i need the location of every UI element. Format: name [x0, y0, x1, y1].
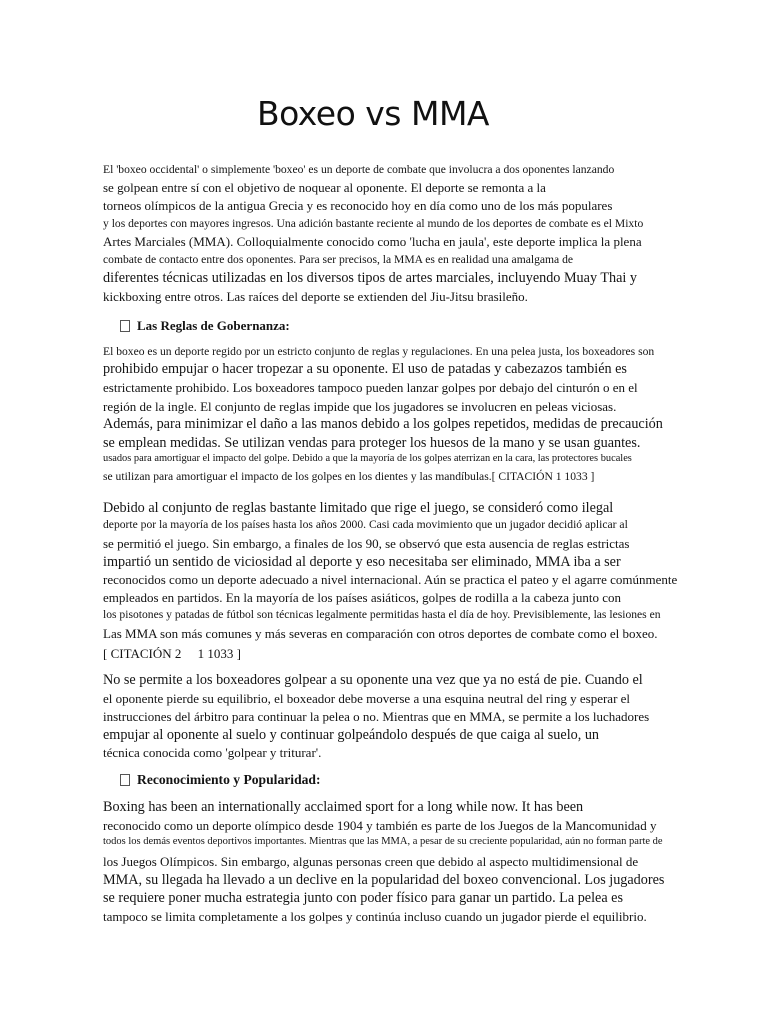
paragraph-line: Las MMA son más comunes y más severas en comparación con otros deportes de combate como el boxeo. — [103, 626, 658, 641]
paragraph-line: empleados en partidos. En la mayoría de los países asiáticos, golpes de rodilla a la cabeza junto con — [103, 590, 622, 605]
paragraph-line: Además, para minimizar el daño a las manos debido a los golpes repetidos, medidas de precaución — [103, 416, 663, 432]
paragraph-line: prohibido empujar o hacer tropezar a su oponente. El uso de patadas y cabezazos también es — [103, 361, 627, 377]
paragraph-line: El boxeo es un deporte regido por un estricto conjunto de reglas y regulaciones. En una pelea justa, los boxeadores son — [103, 345, 655, 358]
paragraph-line: los pisotones y patadas de fútbol son técnicas legalmente permitidas hasta el día de hoy. Previsiblemente, las lesiones en — [103, 608, 661, 621]
intro-line: se golpean entre sí con el objetivo de noquear al oponente. El deporte se remonta a la — [103, 180, 546, 195]
section-heading-text: Las Reglas de Gobernanza: — [137, 318, 290, 333]
paragraph-line: se requiere poner mucha estrategia junto con poder físico para ganar un partido. La pelea es — [103, 890, 623, 906]
section-heading-popularity — [120, 772, 321, 788]
bullet-box-icon — [120, 774, 130, 786]
paragraph-line: usados para amortiguar el impacto del golpe. Debido a que la mayoría de los golpes aterrizan en la cara, las protectores bucales — [103, 453, 632, 464]
paragraph-line: se permitió el juego. Sin embargo, a finales de los 90, se observó que esta ausencia de reglas estrictas — [103, 536, 630, 551]
paragraph-line: se utilizan para amortiguar el impacto de los golpes en los dientes y las mandíbulas.[ CITACIÓN 1 1033 ] — [103, 470, 595, 483]
paragraph-line: se emplean medidas. Se utilizan vendas para proteger los huesos de la mano y se usan guantes. — [103, 435, 641, 451]
intro-line: combate de contacto entre dos oponentes. Para ser precisos, la MMA es en realidad una amalgama de — [103, 253, 574, 266]
paragraph-line: estrictamente prohibido. Los boxeadores tampoco pueden lanzar golpes por debajo del cinturón o en el — [103, 380, 638, 395]
intro-line: diferentes técnicas utilizadas en los diversos tipos de artes marciales, incluyendo Muay Thai y — [103, 270, 637, 286]
paragraph-line: técnica conocida como 'golpear y triturar'. — [103, 745, 322, 760]
citation: [ CITACIÓN 2 1 1033 ] — [103, 646, 241, 661]
page-title: Boxeo vs MMA — [256, 94, 490, 133]
paragraph-line: reconocidos como un deporte adecuado a nivel internacional. Aún se practica el pateo y el agarre comúnmente — [103, 572, 678, 587]
section-heading-rules — [120, 318, 290, 334]
paragraph-line: No se permite a los boxeadores golpear a su oponente una vez que ya no está de pie. Cuando el — [103, 672, 643, 688]
intro-line: kickboxing entre otros. Las raíces del deporte se extienden del Jiu-Jitsu brasileño. — [103, 289, 528, 304]
section-heading-text: Reconocimiento y Popularidad: — [137, 772, 321, 787]
paragraph-line: tampoco se limita completamente a los golpes y continúa incluso cuando un jugador pierde el equilibrio. — [103, 909, 647, 924]
intro-line: El 'boxeo occidental' o simplemente 'boxeo' es un deporte de combate que involucra a dos oponentes lanzando — [103, 163, 615, 176]
bullet-box-icon — [120, 320, 130, 332]
paragraph-line: Boxing has been an internationally acclaimed sport for a long while now. It has been — [103, 799, 584, 815]
paragraph-line: empujar al oponente al suelo y continuar golpeándolo después de que caiga al suelo, un — [103, 727, 600, 743]
intro-line: Artes Marciales (MMA). Colloquialmente conocido como 'lucha en jaula', este deporte implica la plena — [103, 234, 642, 249]
paragraph-line: impartió un sentido de viciosidad al deporte y eso necesitaba ser eliminado, MMA iba a ser — [103, 554, 621, 570]
paragraph-line: Debido al conjunto de reglas bastante limitado que rige el juego, se consideró como ilegal — [103, 500, 614, 516]
paragraph-line: el oponente pierde su equilibrio, el boxeador debe moverse a una esquina neutral del ring y esperar el — [103, 691, 631, 706]
intro-line: torneos olímpicos de la antigua Grecia y es reconocido hoy en día como uno de los más populares — [103, 198, 613, 213]
paragraph-line: todos los demás eventos deportivos importantes. Mientras que las MMA, a pesar de su creciente popularidad, aún no forman parte de — [103, 836, 663, 847]
paragraph-line: reconocido como un deporte olímpico desde 1904 y también es parte de los Juegos de la Mancomunidad y — [103, 818, 657, 833]
paragraph-line: región de la ingle. El conjunto de reglas impide que los jugadores se involucren en peleas viciosas. — [103, 399, 617, 414]
intro-line: y los deportes con mayores ingresos. Una adición bastante reciente al mundo de los deportes de combate es el Mixto — [103, 217, 644, 230]
paragraph-line: los Juegos Olímpicos. Sin embargo, algunas personas creen que debido al aspecto multidimensional de — [103, 854, 639, 869]
paragraph-line: deporte por la mayoría de los países hasta los años 2000. Casi cada movimiento que un jugador decidió aplicar al — [103, 518, 628, 531]
paragraph-line: instrucciones del árbitro para continuar la pelea o no. Mientras que en MMA, se permite a los luchadores — [103, 709, 650, 724]
paragraph-line: MMA, su llegada ha llevado a un declive en la popularidad del boxeo convencional. Los jugadores — [103, 872, 665, 888]
